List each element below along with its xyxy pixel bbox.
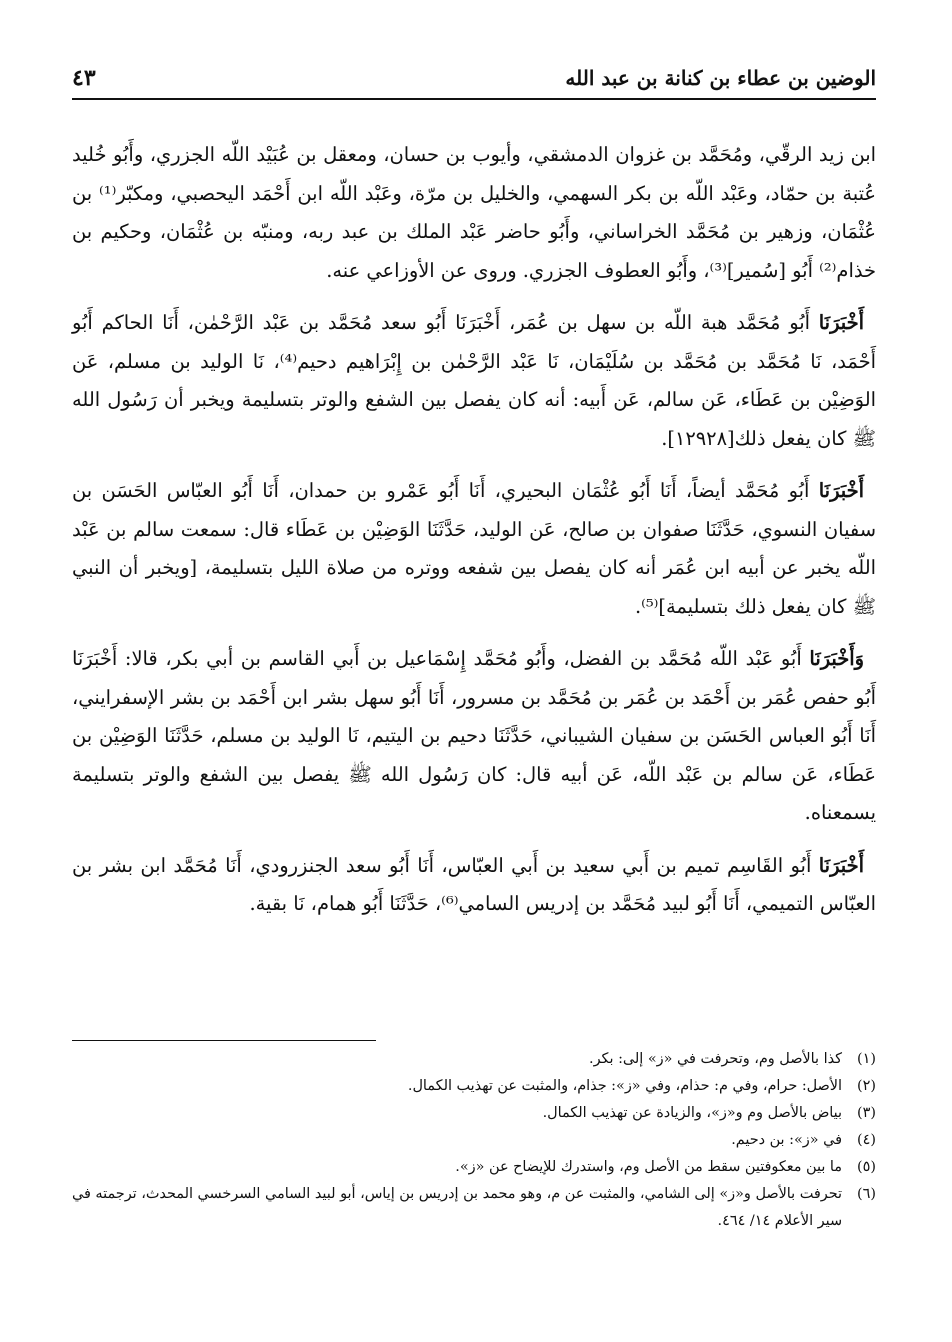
footnote-number: (١) bbox=[857, 1051, 876, 1067]
paragraph-text: أَبُو مُحَمَّد أيضاً، أَنَا أَبُو عُثْمَان البحيري، أَنَا أَبُو عَمْرو بن حمدان، أَنَا أَبُو العبّاس الحَسَن بن سفيان النسوي، حَدَّثَنَا صفوان بن صالح، عَن الوليد، حَدَّثَنَا الوَضِيْن بن عَطَاء قال: سمعت سالم بن عَبْد اللّه يخبر عن أبيه ابن عُمَر أنه كان يفصل بين شفعه ووتره من صلاة الليل بتسليمة، [ويخبر أن النبي ﷺ كان يفعل ذلك بتسليمة]⁽⁵⁾. bbox=[72, 479, 876, 618]
paragraph bbox=[72, 640, 876, 833]
paragraph-text: أَبُو القَاسِم تميم بن أَبي سعيد بن أَبي العبّاس، أَنَا أَبُو سعد الجنزرودي، أَنَا مُحَمَّد ابن بشر بن العبّاس التميمي، أَنَا أَبُو لبيد مُحَمَّد بن إدريس السامي⁽⁶⁾، حَدَّثَنَا أَبُو همام، نَا بقية. bbox=[72, 853, 876, 915]
footnote-text: الأصل: حرام، وفي م: حذام، وفي «ز»: جذام، والمثبت عن تهذيب الكمال. bbox=[407, 1078, 842, 1094]
paragraph-text: أَبُو عَبْد اللّه مُحَمَّد بن الفضل، وأَبُو مُحَمَّد إِسْمَاعيل بن أَبي القاسم بن أبي بكر، قالا: أَخْبَرَنَا أَبُو حفص عُمَر بن أَحْمَد بن عُمَر بن مُحَمَّد بن مسرور، أَنَا أَبُو سهل بشر ابن أَحْمَد بن بشر الإسفرايني، أَنَا أَبُو العباس الحَسَن بن سفيان الشيباني، حَدَّثَنَا دحيم بن اليتيم، نَا الوليد بن مسلم، حَدَّثَنَا الوَضِيْن بن عَطَاء، عَن سالم بن عَبْد اللّه، عَن أبيه قال: كان رَسُول الله ﷺ يفصل بين الشفع والوتر بتسليمة يسمعناه. bbox=[72, 647, 876, 824]
footnotes bbox=[72, 1046, 876, 1235]
header-rule bbox=[72, 98, 876, 100]
paragraph-lead: أَخْبَرَنَا bbox=[818, 311, 864, 334]
footnote-text: تحرفت بالأصل و«ز» إلى الشامي، والمثبت عن م، وهو محمد بن إدريس بن إياس، أبو لبيد السامي السرخسي المحدث، ترجمته في سير الأعلام ١٤/ ٤٦٤. bbox=[71, 1186, 842, 1229]
paragraph bbox=[72, 472, 876, 626]
paragraph bbox=[72, 304, 876, 458]
paragraph-lead: وَأَخْبَرَنَا bbox=[809, 647, 864, 670]
paragraph bbox=[72, 847, 876, 924]
footnote bbox=[72, 1100, 876, 1127]
footnote-text: ما بين معكوفتين سقط من الأصل وم، واستدرك للإيضاح عن «ز». bbox=[455, 1159, 842, 1175]
paragraph-lead: أَخْبَرَنَا bbox=[818, 853, 864, 877]
footnote-number: (٥) bbox=[857, 1159, 876, 1175]
footnote-text: في «ز»: بن دحيم. bbox=[731, 1132, 842, 1148]
footnote bbox=[72, 1127, 876, 1154]
footnote-number: (٣) bbox=[857, 1105, 876, 1121]
footnote-number: (٢) bbox=[857, 1078, 876, 1094]
paragraph-lead: أَخْبَرَنَا bbox=[818, 479, 864, 502]
footnote-rule bbox=[72, 1040, 376, 1041]
footnote-number: (٤) bbox=[857, 1132, 876, 1148]
paragraph bbox=[72, 136, 876, 290]
paragraph-text: أَبُو مُحَمَّد هبة اللّه بن سهل بن عُمَر، أَخْبَرَنَا أَبُو سعد مُحَمَّد بن عَبْد الرَّحْمٰن، أَنَا الحاكم أَبُو أَحْمَد، نَا مُحَمَّد بن مُحَمَّد بن سُلَيْمَان، نَا عَبْد الرَّحْمٰن بن إِبْرَاهيم دحيم⁽⁴⁾، نَا الوليد بن مسلم، عَن الوَضِيْن بن عَطَاء، عَن سالم، عَن أَبيه: أنه كان يفصل بين الشفع والوتر بتسليمة ويخبر أن رَسُول الله ﷺ كان يفعل ذلك[١٢٩٢٨]. bbox=[72, 311, 876, 450]
running-head bbox=[72, 62, 876, 94]
footnote bbox=[72, 1073, 876, 1100]
running-title: الوضين بن عطاء بن كنانة بن عبد الله bbox=[565, 66, 876, 90]
main-text bbox=[72, 136, 876, 938]
footnote-text: كذا بالأصل وم، وتحرفت في «ز» إلى: بكر. bbox=[589, 1051, 842, 1067]
footnote bbox=[72, 1154, 876, 1181]
footnote bbox=[72, 1181, 876, 1235]
footnote-number: (٦) bbox=[857, 1186, 876, 1202]
page-number: ٤٣ bbox=[72, 65, 96, 91]
footnote bbox=[72, 1046, 876, 1073]
paragraph-text: ابن زيد الرقّي، ومُحَمَّد بن غزوان الدمشقي، وأيوب بن حسان، ومعقل بن عُبَيْد اللّه الجزري، وأَبُو خُليد عُتبة بن حمّاد، وعَبْد اللّه بن بكر السهمي، والخليل بن مرّة، وعَبْد اللّه ابن أَحْمَد اليحصبي، ومكبّر⁽¹⁾ بن عُثْمَان، وزهير بن مُحَمَّد الخراساني، وأَبُو حاضر عَبْد الملك بن عبد ربه، ومنبّه بن عُثْمَان، وحكيم بن خذام⁽²⁾ أَبُو [سُمير]⁽³⁾، وأَبُو العطوف الجزري. وروى عن الأوزاعي عنه. bbox=[72, 143, 876, 282]
footnote-text: بياض بالأصل وم و«ز»، والزيادة عن تهذيب الكمال. bbox=[542, 1105, 842, 1121]
